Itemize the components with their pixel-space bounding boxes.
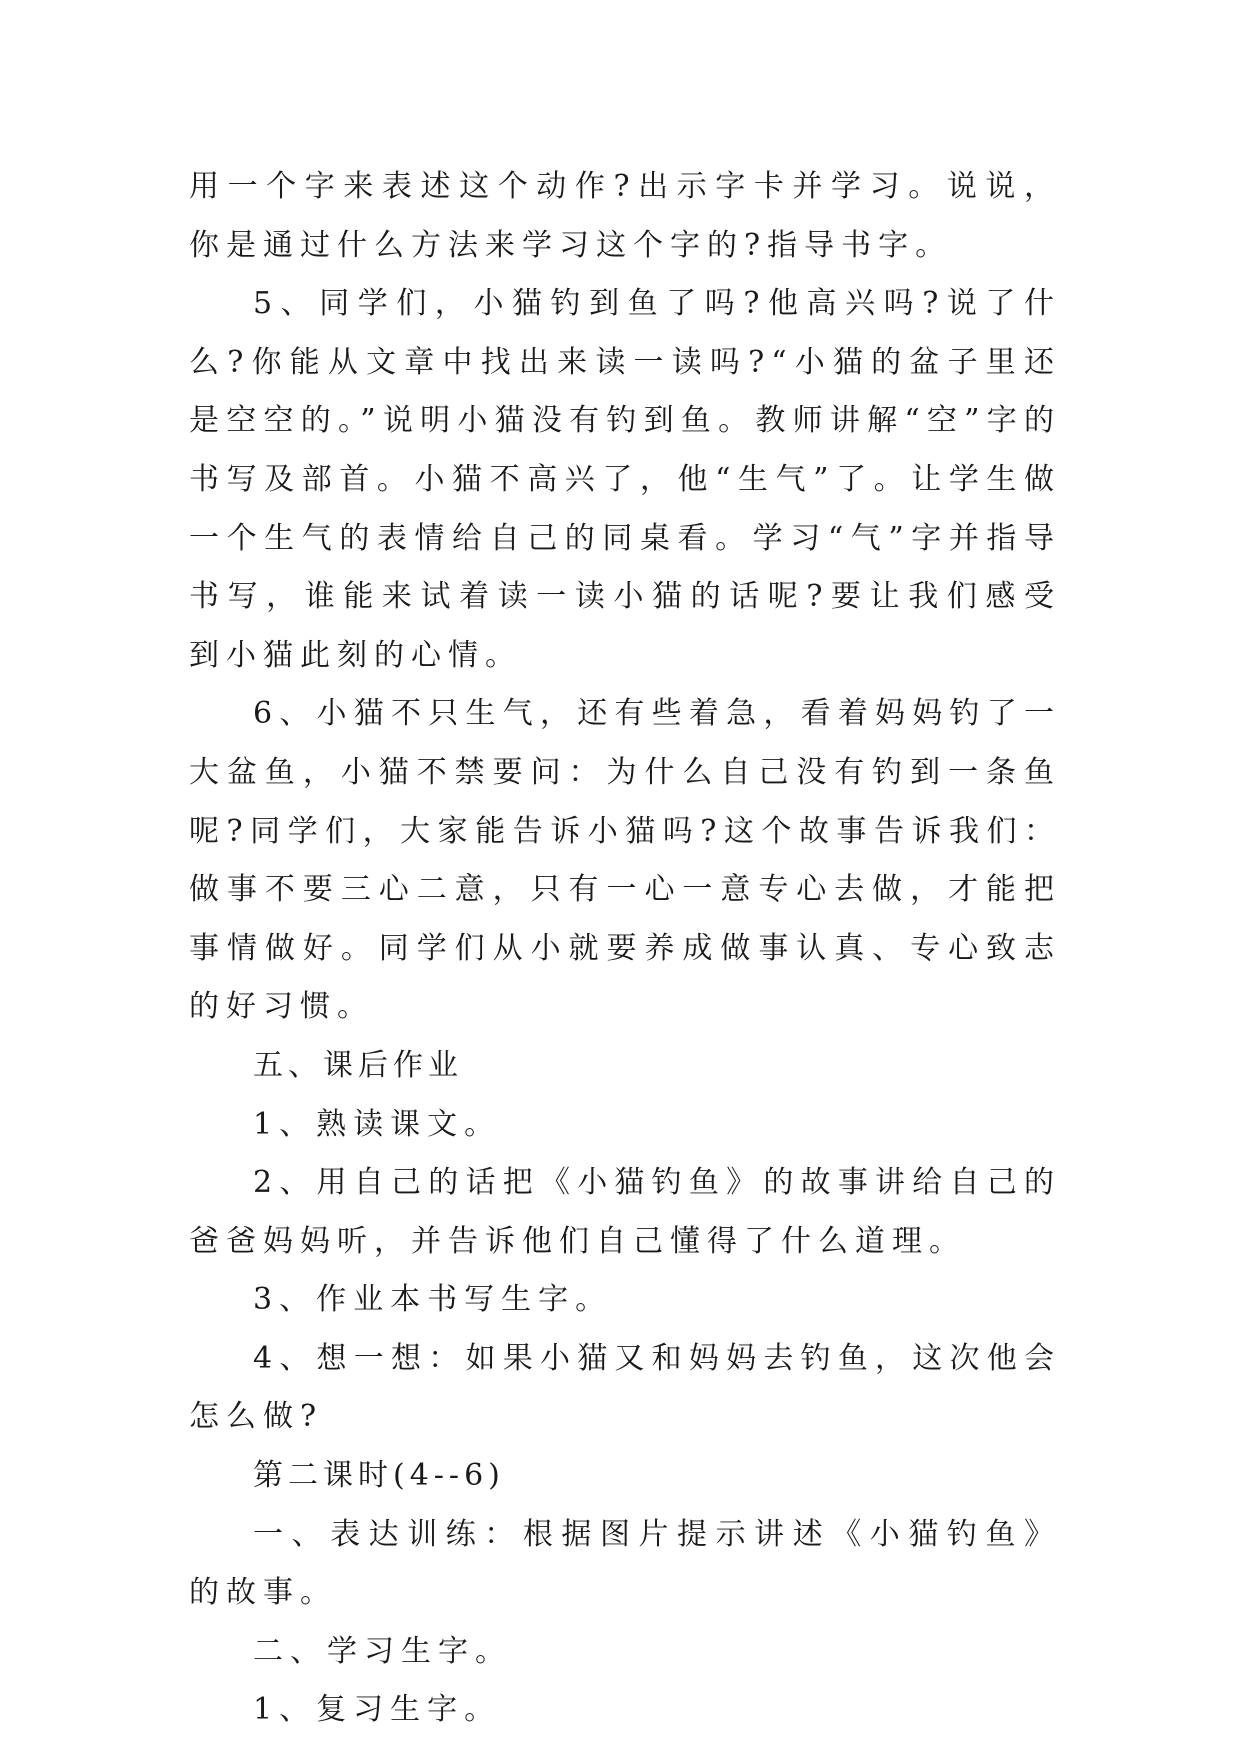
paragraph-intro: 用一个字来表述这个动作?出示字卡并学习。说说，你是通过什么方法来学习这个字的?指导书字。 (189, 169, 1061, 263)
paragraph-step-5: 5、同学们，小猫钓到鱼了吗?他高兴吗?说了什么?你能从文章中找出来读一读吗?“小猫的盆子里还是空空的。”说明小猫没有钓到鱼。教师讲解“空”字的书写及部首。小猫不高兴了，他“生气”了。让学生做一个生气的表情给自己的同桌看。学习“气”字并指导书写，谁能来试着读一读小猫的话呢?要让我们感受到小猫此刻的心情。 (189, 286, 1061, 673)
homework-item-2: 2、用自己的话把《小猫钓鱼》的故事讲给自己的爸爸妈妈听，并告诉他们自己懂得了什么道理。 (189, 1165, 1061, 1259)
homework-item-4: 4、想一想：如果小猫又和妈妈去钓鱼，这次他会怎么做? (189, 1340, 1061, 1435)
lesson-step-expression-training: 一、表达训练：根据图片提示讲述《小猫钓鱼》的故事。 (189, 1516, 1061, 1611)
homework-item-1: 1、熟读课文。 (253, 1106, 502, 1142)
section-heading-homework: 五、课后作业 (253, 1047, 463, 1083)
section-heading-second-lesson: 第二课时(4--6) (253, 1458, 505, 1494)
lesson-step-learn-characters: 二、学习生字。 (253, 1633, 512, 1669)
homework-item-3: 3、作业本书写生字。 (253, 1282, 613, 1318)
lesson-substep-review: 1、复习生字。 (253, 1692, 502, 1728)
paragraph-step-6: 6、小猫不只生气，还有些着急，看着妈妈钓了一大盆鱼，小猫不禁要问：为什么自己没有钓到一条鱼呢?同学们，大家能告诉小猫吗?这个故事告诉我们：做事不要三心二意，只有一心一意专心去做，才能把事情做好。同学们从小就要养成做事认真、专心致志的好习惯。 (189, 696, 1061, 1025)
